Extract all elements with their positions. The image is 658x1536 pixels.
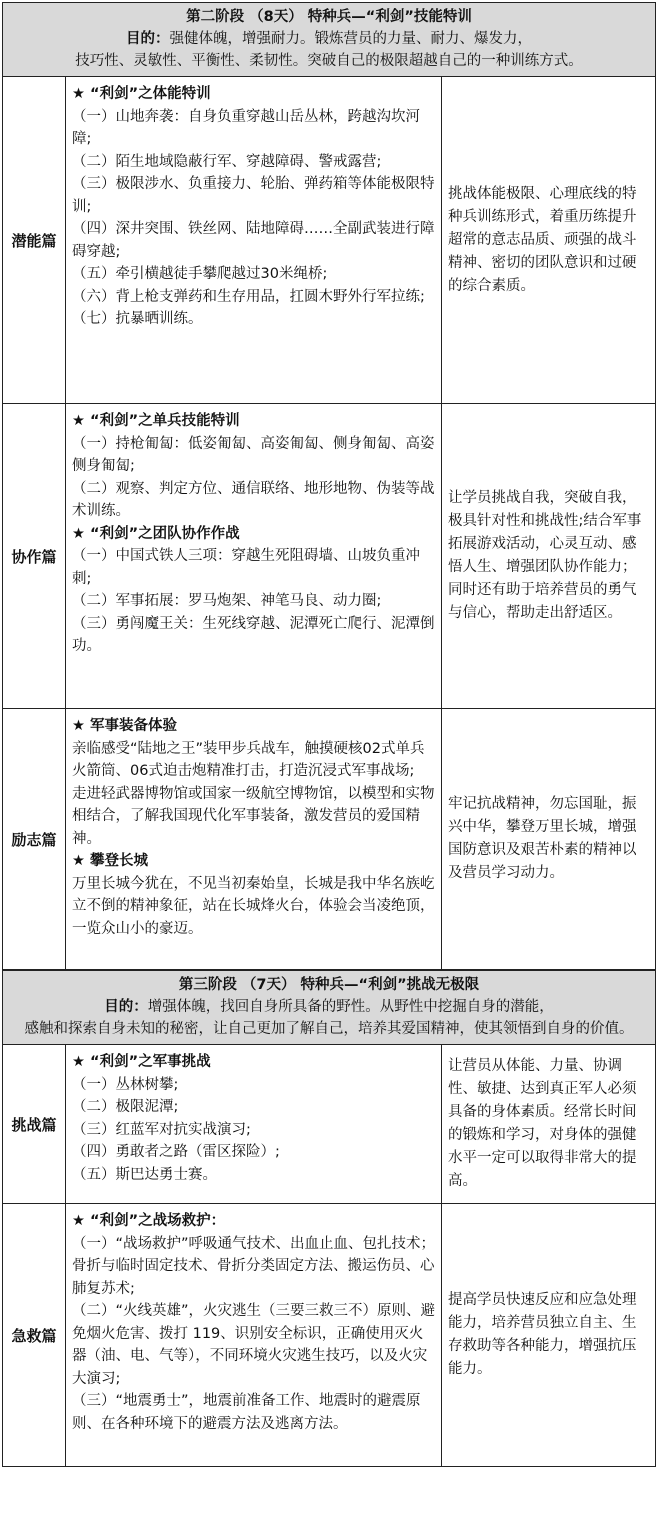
row-note: 牢记抗战精神，勿忘国耻，振兴中华，攀登万里长城，增强国防意识及艰苦朴素的精神以及营员学习动力。 (448, 796, 637, 881)
training-table (2, 2, 656, 1467)
stage3-header (3, 970, 655, 1045)
line: （五）牵引横越徒手攀爬越过30米绳桥; (72, 266, 328, 282)
row-content (66, 1045, 442, 1203)
row-content (66, 77, 442, 403)
line: 走进轻武器博物馆或国家一级航空博物馆，以模型和实物相结合，了解我国现代化军事装备，激发营员的爱国精神。 (72, 785, 435, 847)
line: （五）斯巴达勇士赛。 (72, 1166, 217, 1183)
line: 亲临感受“陆地之王”装甲步兵战车，触摸硬核02式单兵火箭筒、06式迫击炮精准打击，打造沉浸式军事战场; (72, 740, 425, 779)
line: （三）勇闯魔王关：生死线穿越、泥潭死亡爬行、泥潭倒功。 (72, 615, 435, 654)
line: （三）“地震勇士”，地震前准备工作、地震时的避震原则、在各种环境下的避震方法及逃离方法。 (72, 1393, 421, 1432)
row-category: 协作篇 (3, 404, 66, 708)
stage2-goal: 目的：强健体魄，增强耐力。锻炼营员的力量、耐力、爆发力， (126, 31, 532, 47)
line-heading: ★ “利剑”之军事挑战 (72, 1054, 211, 1070)
line: （二）陌生地域隐蔽行军、穿越障碍、警戒露营; (72, 153, 382, 170)
line: （七）抗暴晒训练。 (72, 311, 203, 327)
line: （三）红蓝军对抗实战演习; (72, 1121, 251, 1138)
line: 万里长城今犹在，不见当初秦始皇，长城是我中华名族屹立不倒的精神象征，站在长城烽火台，体验会当凌绝顶，一览众山小的豪迈。 (72, 875, 435, 937)
stage3-goal: 目的：增强体魄，找回自身所具备的野性。从野性中挖掘自身的潜能， (104, 999, 554, 1015)
row-content (66, 404, 442, 708)
row-note: 挑战体能极限、心理底线的特种兵训练形式，着重历练提升超常的意志品质、顽强的战斗精神、密切的团队意识和过硬的综合素质。 (448, 185, 637, 294)
row-category: 挑战篇 (3, 1045, 66, 1203)
line: （二）军事拓展：罗马炮架、神笔马良、动力圈; (72, 593, 382, 609)
line: （六）背上枪支弹药和生存用品，扛圆木野外行军拉练; (72, 288, 425, 305)
stage2-header (3, 3, 655, 77)
line: （一）丛林树攀; (72, 1076, 179, 1093)
line: （二）观察、判定方位、通信联络、地形地物、伪装等战术训练。 (72, 480, 435, 519)
line-heading: ★ 军事装备体验 (72, 718, 178, 734)
row-category: 急救篇 (3, 1204, 66, 1466)
line: （一）山地奔袭：自身负重穿越山岳丛林，跨越沟坎河障; (72, 108, 420, 147)
row-inspiration (3, 709, 655, 970)
row-content (66, 1204, 442, 1466)
row-first-aid (3, 1204, 655, 1466)
row-content (66, 709, 442, 969)
row-cooperation (3, 404, 655, 709)
row-category: 潜能篇 (3, 77, 66, 403)
line: （四）勇敢者之路（雷区探险）; (72, 1144, 280, 1160)
row-challenge (3, 1045, 655, 1204)
line: （一）持枪匍匐：低姿匍匐、高姿匍匐、侧身匍匐、高姿侧身匍匐; (72, 435, 435, 474)
line-heading: ★ 攀登长城 (72, 853, 149, 869)
stage2-title: 第二阶段 （8天） 特种兵—“利剑”技能特训 (186, 9, 472, 25)
row-note: 让学员挑战自我，突破自我，极具针对性和挑战性;结合军事拓展游戏活动，心灵互动、感悟人生、增强团队协作能力；同时还有助于培养营员的勇气与信心，帮助走出舒适区。 (448, 490, 642, 621)
line-heading: ★ “利剑”之团队协作作战 (72, 525, 240, 542)
line: （一）中国式铁人三项：穿越生死阻碍墙、山坡负重冲刺; (72, 548, 420, 587)
line-heading: ★ “利剑”之单兵技能特训 (72, 413, 240, 429)
stage3-title: 第三阶段 （7天） 特种兵—“利剑”挑战无极限 (178, 977, 480, 993)
row-note: 提高学员快速反应和应急处理能力，培养营员独立自主、生存救助等各种能力，增强抗压能力。 (448, 1292, 637, 1377)
line: （二）极限泥潭; (72, 1099, 179, 1115)
line: （三）极限涉水、负重接力、轮胎、弹药箱等体能极限特训; (72, 176, 435, 215)
line-heading: ★ “利剑”之战场救护： (72, 1213, 226, 1229)
stage3-goal-line2: 感触和探索自身未知的秘密，让自己更加了解自己，培养其爱国精神，使其领悟到自身的价值。 (24, 1021, 634, 1037)
line: （四）深井突围、铁丝网、陆地障碍……全副武装进行障碍穿越; (72, 221, 435, 260)
line-heading: ★ “利剑”之体能特训 (72, 86, 211, 102)
line: （二）“火线英雄”，火灾逃生（三要三救三不）原则、避免烟火危害、拨打 119、识别安全标识，正确使用灭火器（油、电、气等），不同环境火灾逃生技巧，以及火灾大演习; (72, 1303, 436, 1387)
line: （一）“战场救护”呼吸通气技术、出血止血、包扎技术；骨折与临时固定技术、骨折分类固定方法、搬运伤员、心肺复苏术; (72, 1235, 436, 1297)
row-potential (3, 77, 655, 404)
stage2-goal-line2: 技巧性、灵敏性、平衡性、柔韧性。突破自己的极限超越自己的一种训练方式。 (75, 53, 583, 69)
row-category: 励志篇 (3, 709, 66, 969)
row-note: 让营员从体能、力量、协调性、敏捷、达到真正军人必须具备的身体素质。经常长时间的锻炼和学习，对身体的强健水平一定可以取得非常大的提高。 (448, 1058, 637, 1189)
